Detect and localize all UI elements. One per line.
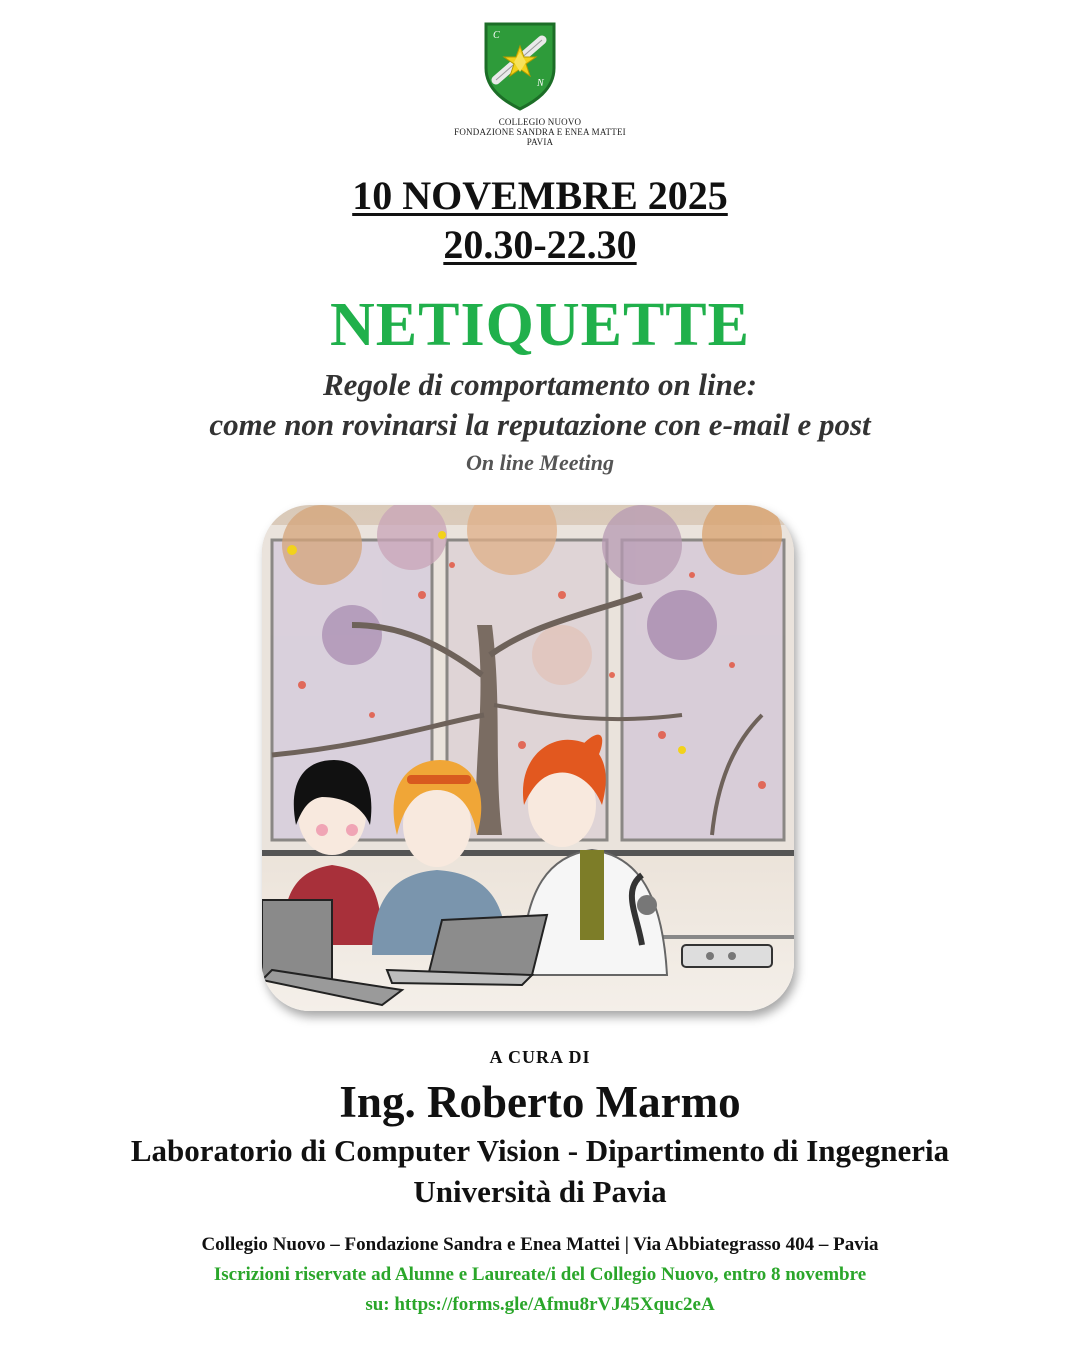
speaker-university: Università di Pavia bbox=[413, 1174, 667, 1209]
event-title: NETIQUETTE bbox=[329, 291, 751, 359]
institution-name bbox=[0, 117, 1080, 147]
institution-line-1: COLLEGIO NUOVO bbox=[498, 117, 582, 127]
svg-text:C: C bbox=[493, 30, 500, 41]
event-time: 20.30-22.30 bbox=[443, 222, 637, 267]
collegio-nuovo-crest-icon bbox=[482, 20, 558, 112]
curated-by-label: A CURA DI bbox=[489, 1047, 591, 1067]
registration-note: Iscrizioni riservate ad Alunne e Laureate/i del Collegio Nuovo, entro 8 novembre bbox=[213, 1264, 867, 1285]
institution-line-2: FONDAZIONE SANDRA E ENEA MATTEI bbox=[454, 127, 626, 137]
event-date: 10 NOVEMBRE 2025 bbox=[352, 173, 728, 218]
event-format: On line Meeting bbox=[466, 450, 614, 475]
event-subtitle-line-2: come non rovinarsi la reputazione con e-mail e post bbox=[209, 407, 871, 442]
women-at-laptops-illustration bbox=[262, 505, 794, 1011]
speaker-affiliation: Laboratorio di Computer Vision - Dipartimento di Ingegneria bbox=[130, 1133, 950, 1168]
svg-text:N: N bbox=[537, 78, 544, 89]
venue-address: Collegio Nuovo – Fondazione Sandra e Enea Mattei | Via Abbiategrasso 404 – Pavia bbox=[201, 1234, 879, 1255]
registration-link[interactable]: su: https://forms.gle/Afmu8rVJ45Xquc2eA bbox=[365, 1294, 715, 1315]
speaker-name: Ing. Roberto Marmo bbox=[339, 1077, 741, 1127]
institution-line-3: PAVIA bbox=[526, 137, 554, 147]
event-subtitle-line-1: Regole di comportamento on line: bbox=[323, 367, 757, 402]
